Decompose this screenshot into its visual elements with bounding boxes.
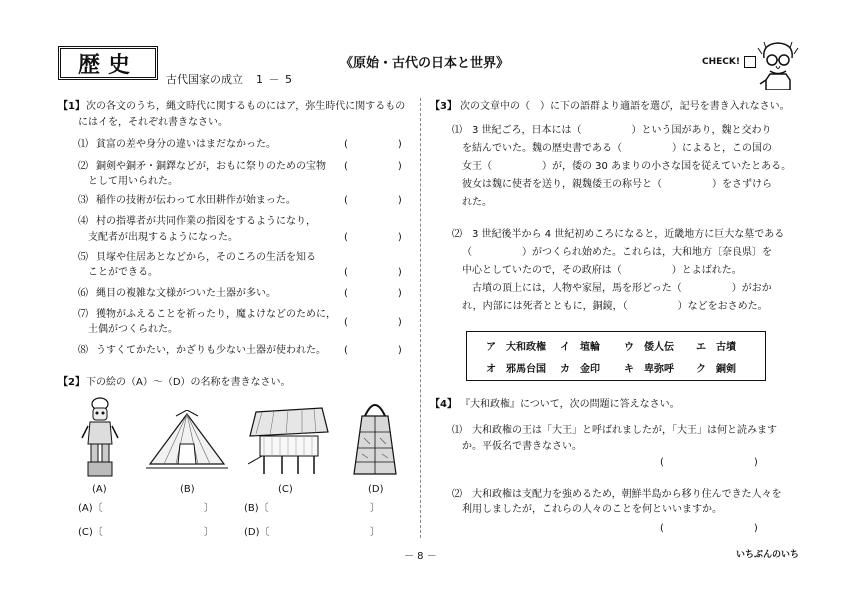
- q1-item-num: ⑹: [78, 288, 88, 299]
- q4-label: 【4】: [430, 399, 457, 410]
- q3-p2-line: ⑵ 3 世紀後半から 4 世紀初めころになると，近畿地方に巨大な墓である: [452, 229, 785, 240]
- column-divider: [420, 98, 421, 538]
- answer-a-open[interactable]: (A)〔: [78, 503, 103, 514]
- q1-item-text: 村の指導者が共同作業の指図をするようになり，: [96, 216, 316, 227]
- check-label: CHECK!: [702, 57, 740, 67]
- q1-answer-8[interactable]: ( ): [344, 345, 402, 356]
- answer-c-close: 〕: [204, 527, 214, 538]
- q1-item-num: ⑵: [78, 161, 88, 172]
- choice-ki: キ 卑弥呼: [624, 364, 674, 375]
- q1-answer-4[interactable]: ( ): [344, 232, 402, 243]
- q1-item-text-cont: ことができる。: [88, 267, 158, 278]
- q1-item-num: ⑶: [78, 195, 88, 206]
- picture-label-d: (D): [368, 484, 384, 495]
- picture-label-a: (A): [92, 484, 107, 495]
- picture-label-c: (C): [278, 484, 293, 495]
- picture-label-b: (B): [180, 484, 195, 495]
- q1-item-text-cont: として用いられた。: [88, 176, 178, 187]
- choice-u: ウ 倭人伝: [624, 342, 674, 353]
- choice-a: ア 大和政権: [486, 342, 546, 353]
- q1-answer-2[interactable]: ( ): [344, 161, 402, 172]
- subject-title: 歴史: [58, 46, 158, 80]
- raised-storehouse-icon: [248, 404, 330, 478]
- q1-item-text: うすくてかたい，かざりも少ない土器が使われた。: [96, 345, 326, 356]
- q1-answer-3[interactable]: ( ): [344, 195, 402, 206]
- q4-s1-line: ⑴ 大和政権の王は「大王」と呼ばれましたが，「大王」は何と読みます: [452, 425, 777, 436]
- q3-p1-line: 彼女は魏に使者を送り，親魏倭王の称号と（ ）をさずけら: [462, 179, 772, 190]
- q1-answer-5[interactable]: ( ): [344, 267, 402, 278]
- q2-instruction: 下の絵の（A）～（D）の名称を書きなさい。: [86, 377, 291, 388]
- q1-item-text: 銅剣や銅矛・銅鐸などが，おもに祭りのための宝物: [96, 161, 326, 172]
- footer-brand: いちぶんのいち: [736, 550, 800, 560]
- q1-item-text: 縄目の複雑な文様がついた土器が多い。: [96, 288, 276, 299]
- q3-label: 【3】: [430, 101, 457, 112]
- q3-p1-line: 女王（ ）が，倭の 30 あまりの小さな国を従えていたとある。: [462, 161, 792, 172]
- q1-item-num: ⑷: [78, 216, 88, 227]
- q4-s2-line: 利用しましたが，これらの人々のことを何といいますか。: [462, 504, 722, 515]
- q4-answer-2[interactable]: ( ): [660, 523, 758, 534]
- choice-ku: ク 銅剣: [696, 364, 736, 375]
- q1-item-num: ⑸: [78, 252, 88, 263]
- dotaku-bell-icon: [350, 398, 400, 480]
- page-number: － 8 －: [404, 551, 437, 562]
- answer-d-open[interactable]: (D)〔: [244, 527, 270, 538]
- q3-p1-line: を結んでいた。魏の歴史書である（ ）によると，この国の: [462, 143, 772, 154]
- check-checkbox[interactable]: [744, 56, 756, 68]
- q4-answer-1[interactable]: ( ): [660, 457, 758, 468]
- haniwa-icon: [80, 396, 120, 478]
- q3-instruction: 次の文章中の（ ）に下の語群より適語を選び，記号を書き入れなさい。: [460, 101, 790, 112]
- q2-label: 【2】: [58, 377, 85, 388]
- unit-title: 古代国家の成立: [166, 73, 243, 86]
- choice-ka: カ 金印: [560, 364, 600, 375]
- q1-label: 【1】: [58, 101, 85, 112]
- q3-p2-line: 古墳の頂上には，人物や家屋，馬を形どった（ ）がおか: [472, 283, 772, 294]
- q1-answer-7[interactable]: ( ): [344, 317, 402, 328]
- answer-d-close: 〕: [370, 527, 380, 538]
- q1-instruction-cont: にはイを，それぞれ書きなさい。: [78, 117, 228, 128]
- answer-b-open[interactable]: (B)〔: [244, 503, 269, 514]
- q1-item-num: ⑻: [78, 345, 88, 356]
- q1-item-text: 稲作の技術が伝わって水田耕作が始まった。: [96, 195, 296, 206]
- unit-number: 1 － 5: [256, 73, 293, 86]
- answer-c-open[interactable]: (C)〔: [78, 527, 103, 538]
- choice-o: オ 邪馬台国: [486, 364, 546, 375]
- answer-b-close: 〕: [370, 503, 380, 514]
- q1-item-text: 獲物がふえることを祈ったり，魔よけなどのために，: [96, 309, 336, 320]
- q1-item-num: ⑺: [78, 309, 88, 320]
- q4-s1-line: か。平仮名で書きなさい。: [462, 441, 582, 452]
- answer-a-close: 〕: [204, 503, 214, 514]
- pit-dwelling-icon: [146, 410, 228, 476]
- q3-p2-line: （ ）がつくられ始めた。これらは，大和地方〔奈良県〕を: [462, 247, 772, 258]
- choice-i: イ 埴輪: [560, 342, 600, 353]
- q1-item-text-cont: 土偶がつくられた。: [88, 324, 178, 335]
- q3-p1-line: ⑴ 3 世紀ごろ，日本には（ ）という国があり，魏と交わり: [452, 125, 772, 136]
- q1-item-text: 貝塚や住居あとなどから，そのころの生活を知る: [96, 252, 316, 263]
- q1-instruction: 次の各文のうち，縄文時代に関するものにはア，弥生時代に関するもの: [86, 101, 406, 112]
- q3-p2-line: れ，内部には死者とともに，銅鏡，（ ）などをおさめた。: [462, 301, 768, 312]
- q3-p1-line: れた。: [462, 197, 492, 208]
- page-title: 《原始・古代の日本と世界》: [340, 56, 510, 71]
- q4-instruction: 『大和政権』について，次の問題に答えなさい。: [460, 399, 680, 410]
- q1-item-text-cont: 支配者が出現するようになった。: [88, 232, 238, 243]
- q1-answer-6[interactable]: ( ): [344, 288, 402, 299]
- q1-item-text: 貧富の差や身分の違いはまだなかった。: [96, 139, 276, 150]
- q4-s2-line: ⑵ 大和政権は支配力を強めるため，朝鮮半島から移り住んできた人々を: [452, 489, 782, 500]
- q3-p2-line: 中心としていたので，その政府は（ ）とよばれた。: [462, 265, 742, 276]
- q1-answer-1[interactable]: ( ): [344, 139, 402, 150]
- q1-item-num: ⑴: [78, 139, 88, 150]
- professor-mascot-icon: [756, 40, 800, 90]
- choice-e: エ 古墳: [696, 342, 736, 353]
